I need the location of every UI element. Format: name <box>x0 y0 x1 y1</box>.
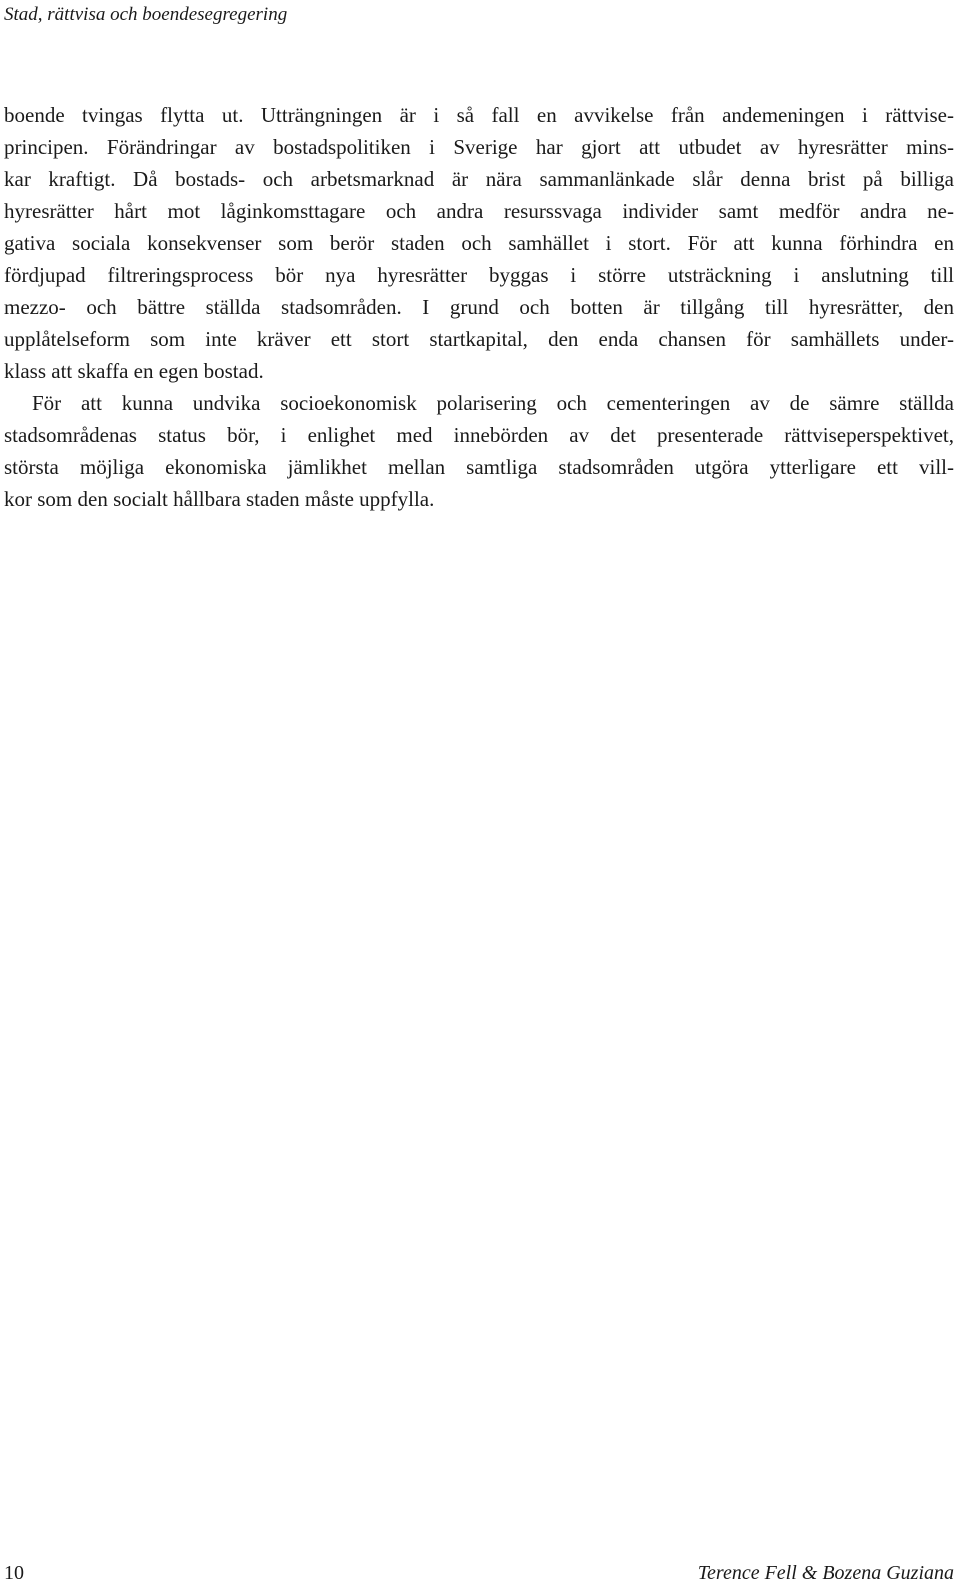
page-number: 10 <box>4 1562 24 1584</box>
text-line: kar kraftigt. Då bostads- och arbetsmarknad är nära sammanlänkade slår denna brist på billiga <box>4 167 954 191</box>
text-line: gativa sociala konsekvenser som berör staden och samhället i stort. För att kunna förhindra en <box>4 231 954 255</box>
paragraph-1 <box>4 99 954 387</box>
text-line: hyresrätter hårt mot låginkomsttagare och andra resurssvaga individer samt medför andra ne- <box>4 199 954 223</box>
text-line: principen. Förändringar av bostadspolitiken i Sverige har gjort att utbudet av hyresrätter mins- <box>4 135 954 159</box>
text-line: största möjliga ekonomiska jämlikhet mellan samtliga stadsområden utgöra ytterligare ett vill- <box>4 455 954 479</box>
text-line: fördjupad filtreringsprocess bör nya hyresrätter byggas i större utsträckning i anslutning till <box>4 263 954 287</box>
text-line: kor som den socialt hållbara staden måste uppfylla. <box>4 487 435 511</box>
text-line: För att kunna undvika socioekonomisk polarisering och cementeringen av de sämre ställda <box>32 391 954 415</box>
paragraph-2 <box>4 387 954 515</box>
text-line: klass att skaffa en egen bostad. <box>4 359 264 383</box>
footer-authors: Terence Fell & Bozena Guziana <box>697 1562 954 1584</box>
text-line: upplåtelseform som inte kräver ett stort startkapital, den enda chansen för samhällets under- <box>4 327 954 351</box>
text-line: mezzo- och bättre ställda stadsområden. I grund och botten är tillgång till hyresrätter, den <box>4 295 954 319</box>
text-line: stadsområdenas status bör, i enlighet med innebörden av det presenterade rättviseperspektivet, <box>4 423 954 447</box>
running-header: Stad, rättvisa och boendesegregering <box>4 4 288 25</box>
text-line: boende tvingas flytta ut. Utträngningen är i så fall en avvikelse från andemeningen i rättvise- <box>4 103 954 127</box>
body-text <box>4 99 954 515</box>
